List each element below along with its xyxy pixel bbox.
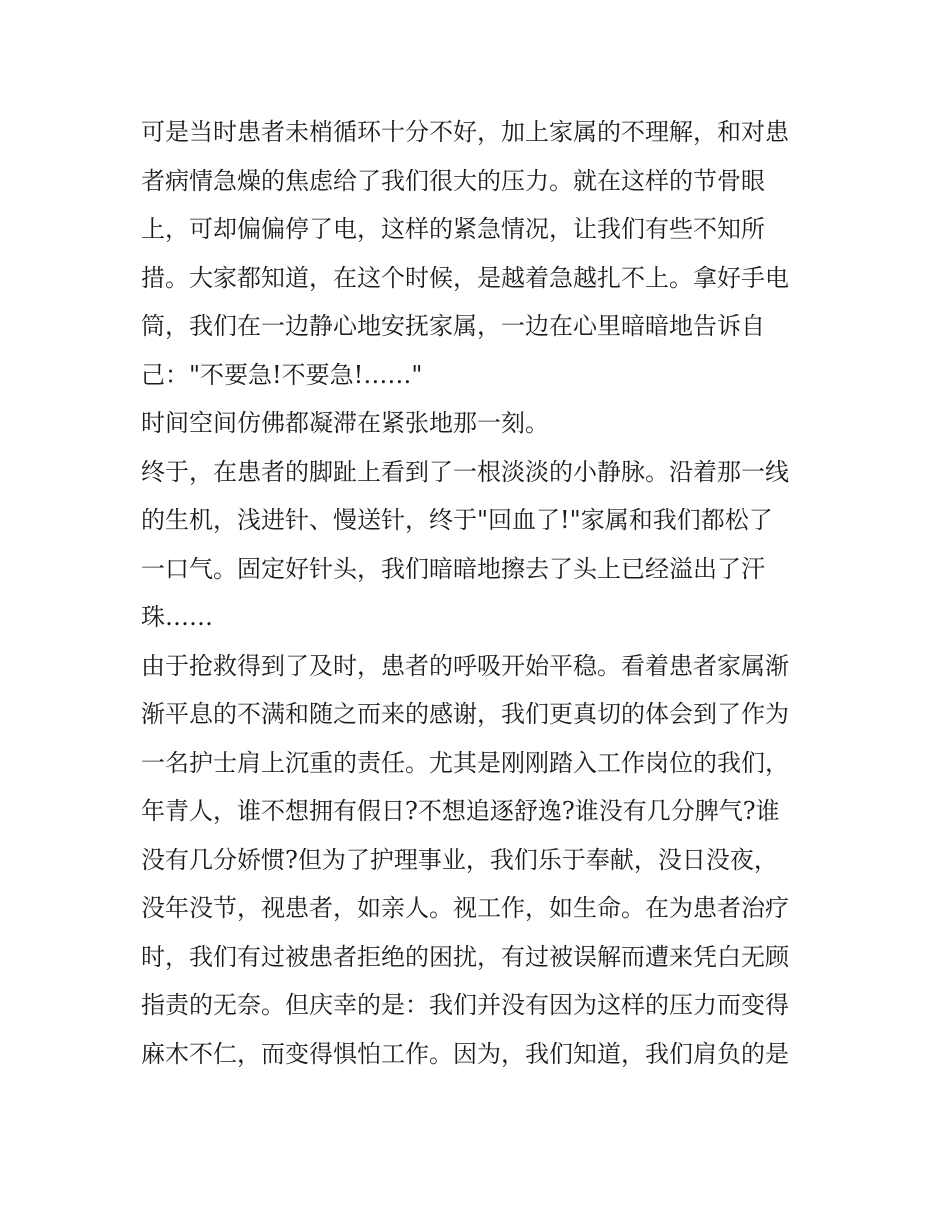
text-line-1: 可是当时患者未梢循环十分不好，加上家属的不理解，和对患 [141, 118, 789, 146]
text-line-20: 麻木不仁，而变得惧怕工作。因为，我们知道，我们肩负的是 [141, 1039, 789, 1068]
text-line-4: 措。大家都知道，在这个时候，是越着急越扎不上。拿好手电 [141, 263, 789, 292]
text-line-2: 者病情急燥的焦虑给了我们很大的压力。就在这样的节骨眼 [141, 166, 765, 195]
text-line-8: 终于，在患者的脚趾上看到了一根淡淡的小静脉。沿着那一线 [141, 457, 789, 486]
text-line-9: 的生机，浅进针、慢送针，终于"回血了!"家属和我们都松了 [141, 506, 773, 534]
text-line-17: 没年没节，视患者，如亲人。视工作，如生命。在为患者治疗 [141, 894, 789, 922]
text-line-12: 由于抢救得到了及时，患者的呼吸开始平稳。看着患者家属渐 [141, 651, 789, 680]
text-line-16: 没有几分娇惯?但为了护理事业，我们乐于奉献，没日没夜， [141, 845, 778, 874]
text-line-7: 时间空间仿佛都凝滞在紧张地那一刻。 [141, 409, 549, 437]
text-line-6: 己："不要急!不要急!……" [141, 360, 423, 389]
text-line-11: 珠…… [141, 603, 213, 631]
text-line-5: 筒，我们在一边静心地安抚家属，一边在心里暗暗地告诉自 [141, 312, 765, 340]
text-line-3: 上，可却偏偏停了电，这样的紧急情况，让我们有些不知所 [141, 215, 765, 243]
text-line-15: 年青人，谁不想拥有假日?不想追逐舒逸?谁没有几分脾气?谁 [141, 797, 780, 825]
body-text [141, 108, 813, 1078]
text-line-18: 时，我们有过被患者拒绝的困扰，有过被误解而遭来凭白无顾 [141, 942, 789, 971]
text-line-13: 渐平息的不满和随之而来的感谢，我们更真切的体会到了作为 [141, 700, 789, 728]
text-line-10: 一口气。固定好针头，我们暗暗地擦去了头上已经溢出了汗 [141, 554, 765, 583]
text-line-14: 一名护士肩上沉重的责任。尤其是刚刚踏入工作岗位的我们， [141, 748, 789, 777]
text-line-19: 指责的无奈。但庆幸的是：我们并没有因为这样的压力而变得 [141, 991, 789, 1019]
